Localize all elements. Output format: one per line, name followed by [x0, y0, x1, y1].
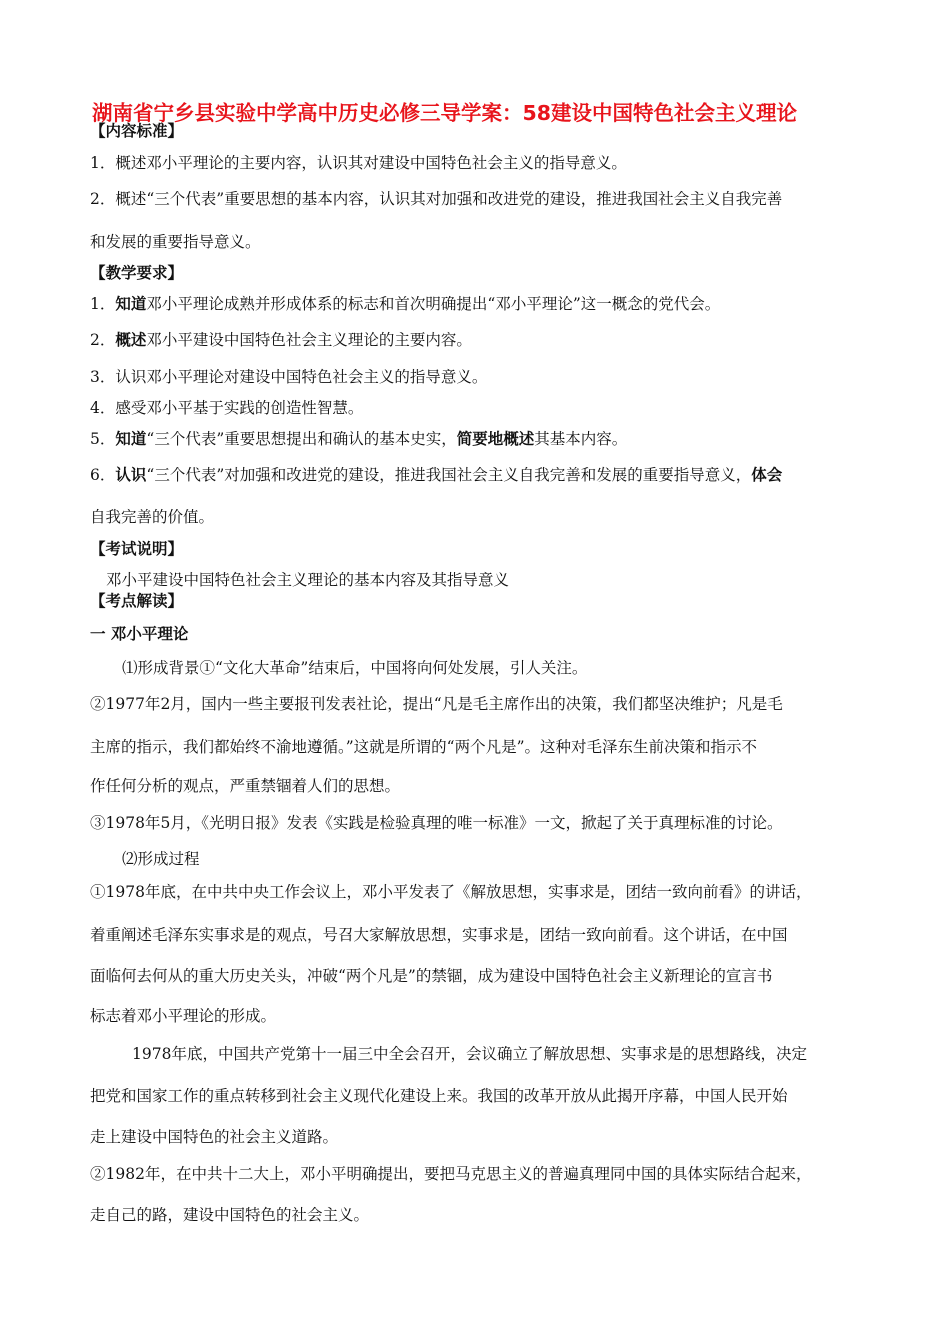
standard-item-2-line1: 2．概述“三个代表”重要思想的基本内容，认识其对加强和改进党的建设，推进我国社会主义自我完善 [90, 190, 783, 208]
process-para-2-line1: 1978年底，中国共产党第十一届三中全会召开，会议确立了解放思想、实事求是的思想路线，决定 [132, 1045, 807, 1063]
heading-teaching-requirements: 【教学要求】 [90, 264, 184, 282]
process-heading: ⑵形成过程 [122, 850, 200, 868]
process-1-line1: ①1978年底，在中共中央工作会议上，邓小平发表了《解放思想，实事求是，团结一致向前看》的讲话， [90, 883, 812, 901]
process-para-2-line2: 把党和国家工作的重点转移到社会主义现代化建设上来。我国的改革开放从此揭开序幕，中国人民开始 [90, 1087, 788, 1105]
background-2-line3: 作任何分析的观点，严重禁锢着人们的思想。 [90, 777, 401, 795]
requirement-6-line2: 自我完善的价值。 [90, 508, 215, 526]
background-3: ③1978年5月，《光明日报》发表《实践是检验真理的唯一标准》一文，掀起了关于真理标准的讨论。 [90, 814, 783, 832]
standard-item-2-line2: 和发展的重要指导意义。 [90, 233, 261, 251]
background-2-line1: ②1977年2月，国内一些主要报刊发表社论，提出“凡是毛主席作出的决策，我们都坚决维护；凡是毛 [90, 695, 783, 713]
heading-content-standard: 【内容标准】 [90, 122, 184, 140]
process-para-2-line3: 走上建设中国特色的社会主义道路。 [90, 1128, 339, 1146]
part-1-heading: 一 邓小平理论 [90, 625, 189, 643]
exam-notes-text: 邓小平建设中国特色社会主义理论的基本内容及其指导意义 [106, 571, 510, 589]
page-title: 湖南省宁乡县实验中学高中历史必修三导学案：58建设中国特色社会主义理论 [92, 101, 798, 125]
heading-exam-notes: 【考试说明】 [90, 540, 184, 558]
requirement-4: 4．感受邓小平基于实践的创造性智慧。 [90, 399, 364, 417]
process-2-line2: 走自己的路，建设中国特色的社会主义。 [90, 1206, 370, 1224]
requirement-2: 2．概述邓小平建设中国特色社会主义理论的主要内容。 [90, 331, 472, 349]
requirement-3: 3．认识邓小平理论对建设中国特色社会主义的指导意义。 [90, 368, 488, 386]
requirement-5: 5．知道“三个代表”重要思想提出和确认的基本史实，简要地概述其基本内容。 [90, 430, 628, 448]
process-1-line2: 着重阐述毛泽东实事求是的观点，号召大家解放思想，实事求是，团结一致向前看。这个讲话，在中国 [90, 926, 788, 944]
process-1-line4: 标志着邓小平理论的形成。 [90, 1007, 277, 1025]
requirement-6-line1: 6．认识“三个代表”对加强和改进党的建设，推进我国社会主义自我完善和发展的重要指导意义，体会 [90, 466, 783, 484]
background-intro: ⑴形成背景①“文化大革命”结束后，中国将向何处发展，引人关注。 [122, 659, 588, 677]
background-2-line2: 主席的指示，我们都始终不渝地遵循。”这就是所谓的“两个凡是”。这种对毛泽东生前决策和指示不 [90, 738, 758, 756]
standard-item-1: 1．概述邓小平理论的主要内容，认识其对建设中国特色社会主义的指导意义。 [90, 154, 627, 172]
heading-key-points: 【考点解读】 [90, 592, 184, 610]
process-1-line3: 面临何去何从的重大历史关头，冲破“两个凡是”的禁锢，成为建设中国特色社会主义新理论的宣言书 [90, 967, 773, 985]
process-2-line1: ②1982年，在中共十二大上，邓小平明确提出，要把马克思主义的普遍真理同中国的具体实际结合起来， [90, 1165, 812, 1183]
requirement-1: 1．知道邓小平理论成熟并形成体系的标志和首次明确提出“邓小平理论”这一概念的党代会。 [90, 295, 721, 313]
